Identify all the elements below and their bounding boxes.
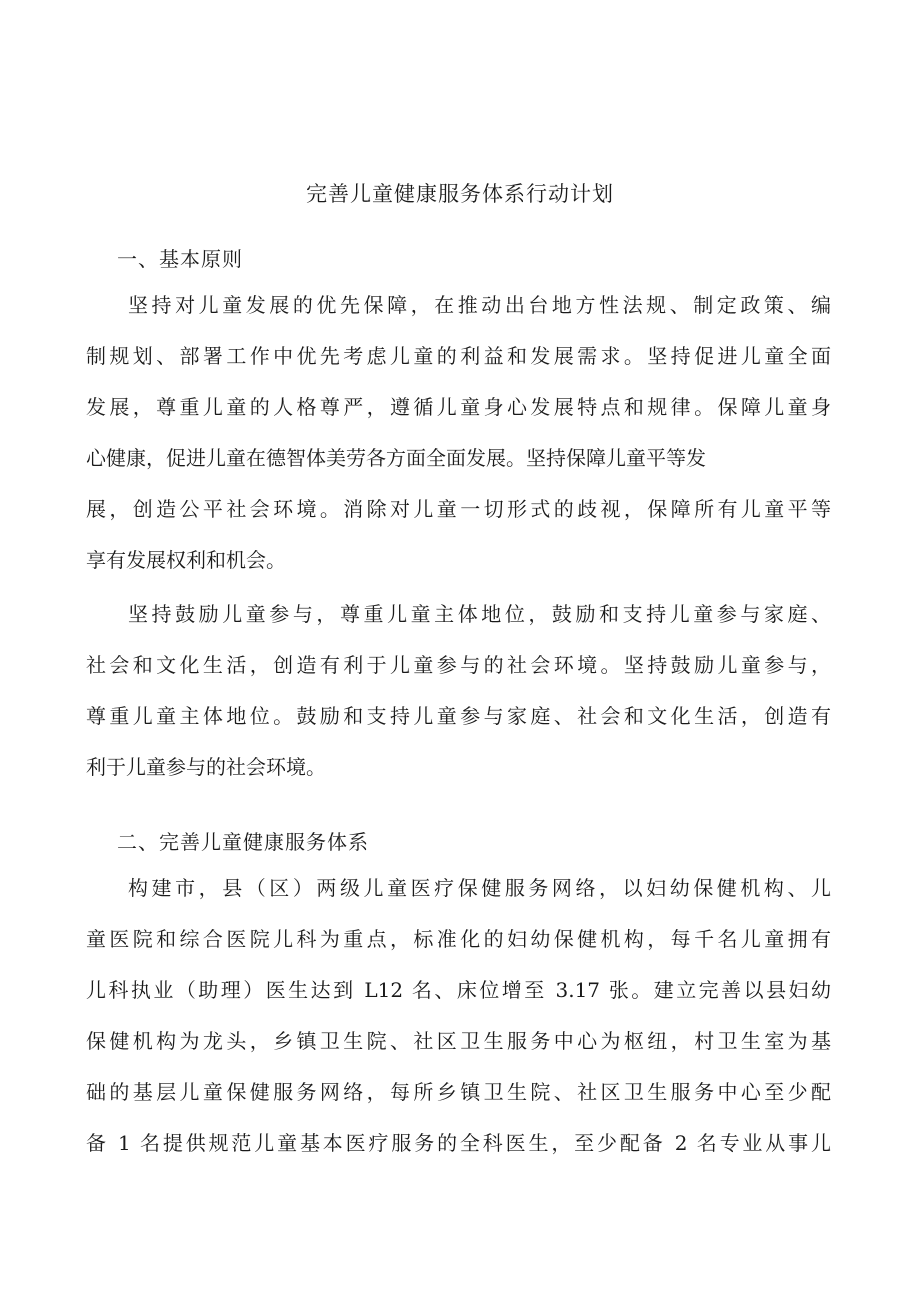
paragraph-line: 构建市，县（区）两级儿童医疗保健服务网络，以妇幼保健机构、儿 [128,876,831,900]
paragraph-line: 利于儿童参与的社会环境。 [86,755,326,779]
paragraph-line: 坚持对儿童发展的优先保障，在推动出台地方性法规、制定政策、编 [128,293,831,317]
paragraph-line: 心健康，促进儿童在德智体美劳各方面全面发展。坚持保障儿童平等发 [86,446,706,470]
paragraph-line: 发展，尊重儿童的人格尊严，遵循儿童身心发展特点和规律。保障儿童身 [86,395,831,419]
paragraph-line: 制规划、部署工作中优先考虑儿童的利益和发展需求。坚持促进儿童全面 [86,344,831,368]
paragraph-3 [86,863,831,1169]
paragraph-line: 展，创造公平社会环境。消除对儿童一切形式的歧视，保障所有儿童平等 [86,497,831,521]
section-heading-basic-principles: 一、基本原则 [117,247,243,271]
paragraph-line: 保健机构为龙头，乡镇卫生院、社区卫生服务中心为枢纽，村卫生室为基 [86,1029,831,1053]
paragraph-line: 尊重儿童主体地位。鼓励和支持儿童参与家庭、社会和文化生活，创造有 [86,704,831,728]
paragraph-line: 童医院和综合医院儿科为重点，标准化的妇幼保健机构，每千名儿童拥有 [86,927,831,951]
document-title: 完善儿童健康服务体系行动计划 [306,182,614,206]
paragraph-line: 社会和文化生活，创造有利于儿童参与的社会环境。坚持鼓励儿童参与， [86,653,831,677]
paragraph-line: 备 1 名提供规范儿童基本医疗服务的全科医生，至少配备 2 名专业从事儿 [86,1131,831,1155]
paragraph-line: 础的基层儿童保健服务网络，每所乡镇卫生院、社区卫生服务中心至少配 [86,1080,831,1104]
paragraph-2 [86,589,831,793]
paragraph-line: 享有发展权利和机会。 [86,548,286,572]
paragraph-line: 儿科执业（助理）医生达到 L12 名、床位增至 3.17 张。建立完善以县妇幼 [86,978,831,1002]
paragraph-line: 坚持鼓励儿童参与，尊重儿童主体地位，鼓励和支持儿童参与家庭、 [128,602,831,626]
section-heading-health-service-system: 二、完善儿童健康服务体系 [117,830,369,854]
paragraph-1 [86,280,831,586]
